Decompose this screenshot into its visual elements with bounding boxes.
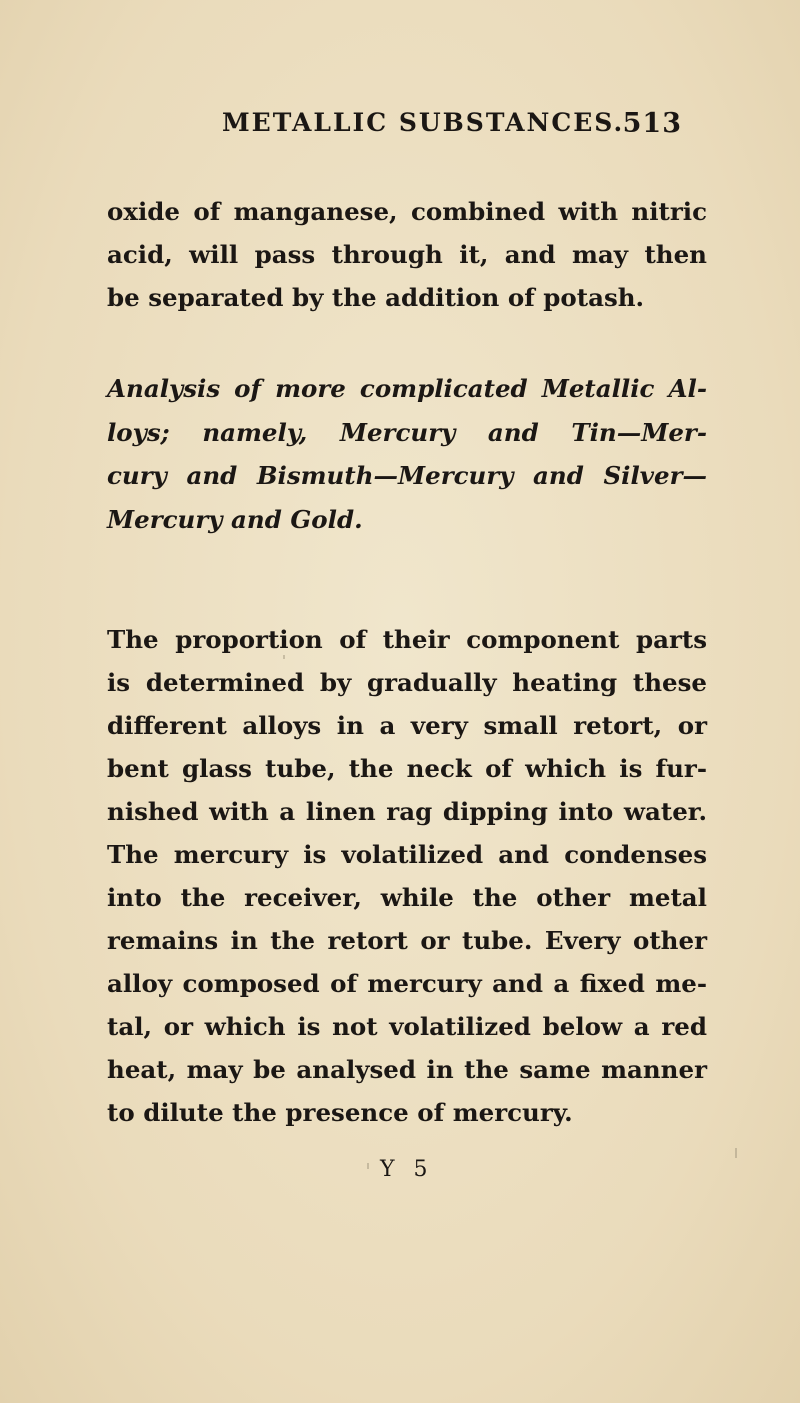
paragraph-one [107, 190, 707, 319]
text-line: The proportion of their component parts [107, 625, 707, 654]
text-line: heat, may be analysed in the same manner [107, 1055, 707, 1084]
heading-line: Mercury and Gold. [107, 504, 363, 534]
text-line: alloy composed of mercury and a fixed me- [107, 969, 707, 998]
text-line: remains in the retort or tube. Every other [107, 926, 707, 955]
paper-speck [367, 1163, 369, 1169]
running-title: METALLIC SUBSTANCES. [222, 108, 625, 137]
heading-line: Analysis of more complicated Metallic Al- [107, 374, 707, 403]
text-line: nished with a linen rag dipping into water. [107, 797, 707, 826]
running-head [222, 108, 682, 148]
section-heading [107, 367, 707, 541]
paper-speck [283, 655, 285, 659]
paper-speck [735, 1148, 737, 1158]
paragraph-two [107, 618, 707, 1134]
text-line: oxide of manganese, combined with nitric [107, 197, 707, 226]
text-line: is determined by gradually heating these [107, 668, 707, 697]
text-line: acid, will pass through it, and may then [107, 240, 707, 269]
text-line: different alloys in a very small retort, or [107, 711, 707, 740]
heading-line: loys; namely, Mercury and Tin—Mer- [107, 417, 707, 447]
text-line: bent glass tube, the neck of which is fur- [107, 754, 707, 783]
heading-line: cury and Bismuth—Mercury and Silver— [107, 461, 707, 490]
text-line: be separated by the addition of potash. [107, 283, 645, 312]
page-number: 513 [622, 108, 682, 139]
text-line: tal, or which is not volatilized below a red [107, 1012, 707, 1041]
signature-mark: Y 5 [380, 1157, 434, 1182]
text-line: The mercury is volatilized and condenses [107, 840, 707, 869]
text-line: into the receiver, while the other metal [107, 883, 707, 912]
text-line: to dilute the presence of mercury. [107, 1098, 573, 1127]
